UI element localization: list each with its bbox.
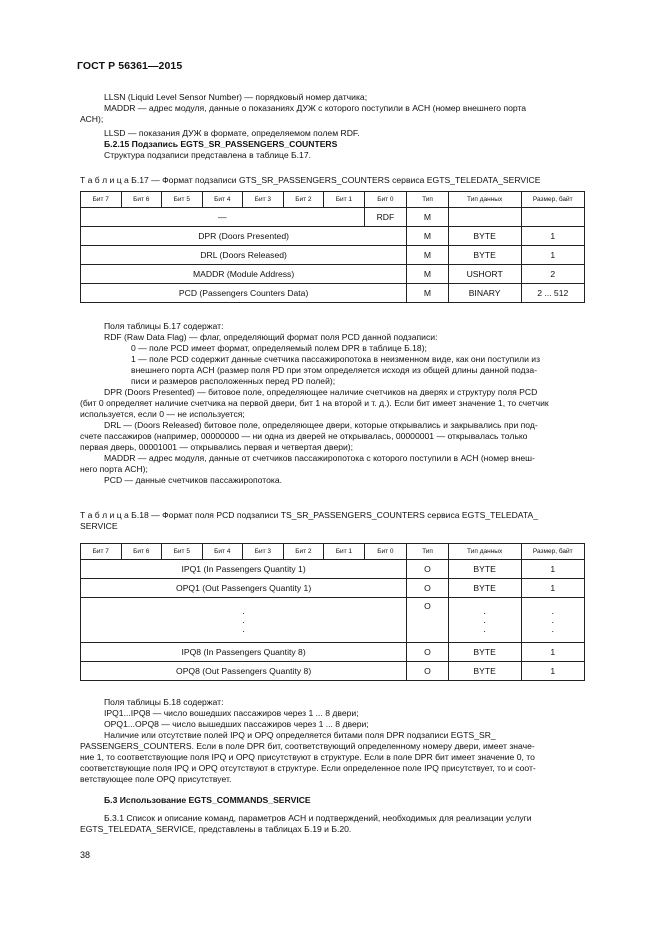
table17-header-cell: Бит 7	[81, 192, 122, 208]
table17-header-cell: Бит 4	[202, 192, 243, 208]
fields18-intro: Поля таблицы Б.18 содержат:	[104, 697, 224, 707]
datatype-cell: USHORT	[448, 265, 521, 284]
table-row	[81, 598, 585, 643]
type-cell: O	[407, 662, 449, 681]
size-cell: 1	[521, 560, 585, 579]
table17-header-cell: Бит 0	[364, 192, 407, 208]
datatype-cell: BYTE	[448, 246, 521, 265]
table18-header-cell: Размер, байт	[521, 544, 585, 560]
ellipsis-dot: .	[551, 623, 554, 634]
table17-header-cell: Бит 2	[283, 192, 324, 208]
table-row	[81, 227, 585, 246]
datatype-cell: BYTE	[448, 579, 521, 598]
maddr-text-1: MADDR — адрес модуля, данные о показаниях ДУЖ с которого поступили в АСН (номер внешнего порта	[104, 103, 527, 113]
presence-text-2: PASSENGERS_COUNTERS. Если в поле DPR бит, соответствующий определенному номеру двери, имеет значе-	[80, 741, 535, 751]
size-cell: 1	[521, 643, 585, 662]
ipq-desc: IPQ1...IPQ8 — число вошедших пассажиров через 1 ... 8 двери;	[104, 708, 359, 718]
section-heading-b215: Б.2.15 Подзапись EGTS_SR_PASSENGERS_COUNTERS	[104, 139, 338, 149]
type-cell: M	[407, 208, 449, 227]
size-cell: 2 ... 512	[521, 284, 585, 303]
size-cell: 1	[521, 662, 585, 681]
maddr-desc-2: него порта АСН);	[80, 464, 148, 474]
field-name-cell: OPQ1 (Out Passengers Quantity 1)	[81, 579, 407, 598]
pcd-desc: PCD — данные счетчиков пассажиропотока.	[104, 475, 283, 485]
rdf-value-1-line3: писи и размеров расположенных перед PD полей);	[131, 376, 336, 386]
ellipsis-dot: .	[242, 623, 245, 634]
size-cell: 1	[521, 227, 585, 246]
table17	[80, 191, 585, 303]
datatype-cell	[448, 208, 521, 227]
table17-caption: Т а б л и ц а Б.17 — Формат подзаписи GTS_SR_PASSENGERS_COUNTERS сервиса EGTS_TELEDATA_SERVICE	[80, 175, 541, 185]
table-row	[81, 284, 585, 303]
datatype-cell: BYTE	[448, 227, 521, 246]
table18-header-cell: Бит 3	[243, 544, 284, 560]
rdf-desc: RDF (Raw Data Flag) — флаг, определяющий формат поля PCD данной подзаписи:	[104, 332, 438, 342]
ellipsis-dot: .	[483, 614, 486, 625]
table18-header-cell: Бит 7	[81, 544, 122, 560]
type-cell: O	[407, 643, 449, 662]
size-cell	[521, 208, 585, 227]
table-row	[81, 643, 585, 662]
llsn-text: LLSN (Liquid Level Sensor Number) — порядковый номер датчика;	[104, 92, 368, 102]
table18-header-cell: Бит 1	[324, 544, 365, 560]
table17-header-cell: Тип	[407, 192, 449, 208]
table18-header-cell: Бит 4	[202, 544, 243, 560]
reserved-dash: —	[81, 208, 365, 227]
field-name-cell: IPQ8 (In Passengers Quantity 8)	[81, 643, 407, 662]
ellipsis-dot: .	[483, 605, 486, 616]
rdf-value-0: 0 — поле PCD имеет формат, определяемый полем DPR в таблице Б.18);	[131, 343, 427, 353]
datatype-cell: BYTE	[448, 662, 521, 681]
table18-header-cell: Бит 6	[121, 544, 162, 560]
field-name-cell: DPR (Doors Presented)	[81, 227, 407, 246]
document-header: ГОСТ Р 56361—2015	[77, 60, 183, 72]
table17-header-cell: Бит 6	[121, 192, 162, 208]
maddr-text-2: АСН);	[80, 114, 104, 124]
datatype-cell: BYTE	[448, 643, 521, 662]
table18-caption-1: Т а б л и ц а Б.18 — Формат поля PCD подзаписи TS_SR_PASSENGERS_COUNTERS сервиса EGTS_TELEDATA_	[80, 510, 539, 520]
table17-header-cell: Бит 3	[243, 192, 284, 208]
type-cell: O	[407, 579, 449, 598]
table-row	[81, 662, 585, 681]
table17-header-cell: Тип данных	[448, 192, 521, 208]
fields17-intro: Поля таблицы Б.17 содержат:	[104, 321, 224, 331]
size-cell: 1	[521, 246, 585, 265]
table-row	[81, 246, 585, 265]
type-cell: O	[407, 560, 449, 579]
table17-header-row	[81, 192, 585, 208]
table18-header-cell: Бит 0	[364, 544, 407, 560]
table17-header-cell: Бит 5	[162, 192, 203, 208]
field-name-cell: MADDR (Module Address)	[81, 265, 407, 284]
field-name-cell: DRL (Doors Released)	[81, 246, 407, 265]
field-name-cell: PCD (Passengers Counters Data)	[81, 284, 407, 303]
presence-text-5: ветствующее поле OPQ присутствует.	[80, 774, 232, 784]
table18-caption-2: SERVICE	[80, 521, 118, 531]
section-heading-b3: Б.3 Использование EGTS_COMMANDS_SERVICE	[104, 795, 311, 805]
rdf-cell: RDF	[364, 208, 407, 227]
table-row	[81, 560, 585, 579]
opq-desc: OPQ1...OPQ8 — число вышедших пассажиров через 1 ... 8 двери;	[104, 719, 369, 729]
field-name-cell: IPQ1 (In Passengers Quantity 1)	[81, 560, 407, 579]
dpr-desc-2: (бит 0 определяет наличие счетчика на первой двери, бит 1 на второй и т. д.). Если бит имеет значение 1, то счетчик	[80, 398, 549, 408]
page-number: 38	[80, 850, 91, 860]
ellipsis-dot: .	[551, 605, 554, 616]
rdf-value-1-line2: внешнего порта АСН (размер поля PD при этом определяется исходя из общей длины данной подза-	[131, 365, 538, 375]
ellipsis-dot: .	[242, 605, 245, 616]
table-row	[81, 208, 585, 227]
table-row	[81, 579, 585, 598]
type-cell: M	[407, 265, 449, 284]
table17-header-cell: Размер, байт	[521, 192, 585, 208]
presence-text-4: соответствующие поля IPQ и OPQ отсутствуют в структуре. Если определенное поле IPQ присутствует, то и соот-	[80, 763, 536, 773]
presence-text-3: ние 1, то соответствующие поля IPQ и OPQ присутствуют в структуре. Если в поле DPR бит имеет значение 0, то	[80, 752, 535, 762]
drl-desc-1: DRL — (Doors Released) битовое поле, определяющее двери, которые открывались и закрывались при под-	[104, 420, 538, 430]
llsd-text: LLSD — показания ДУЖ в формате, определяемом полем RDF.	[104, 128, 360, 138]
table18-header-cell: Тип данных	[448, 544, 521, 560]
table18-header-row	[81, 544, 585, 560]
section3-para-1: Б.3.1 Список и описание команд, параметров АСН и подтверждений, необходимых для реализации услуги	[104, 813, 532, 823]
size-cell: 1	[521, 579, 585, 598]
table17-header-cell: Бит 1	[324, 192, 365, 208]
ellipsis-cell	[521, 598, 585, 643]
table18-header-cell: Бит 5	[162, 544, 203, 560]
section3-para-2: EGTS_TELEDATA_SERVICE, представлены в таблицах Б.19 и Б.20.	[80, 824, 352, 834]
ellipsis-dot: .	[551, 614, 554, 625]
datatype-cell: BYTE	[448, 560, 521, 579]
dpr-desc-1: DPR (Doors Presented) — битовое поле, определяющее наличие счетчиков на дверях и структуру поля PCD	[104, 387, 538, 397]
table-row	[81, 265, 585, 284]
field-name-cell: OPQ8 (Out Passengers Quantity 8)	[81, 662, 407, 681]
table18	[80, 543, 585, 681]
ellipsis-dot: .	[483, 623, 486, 634]
structure-text: Структура подзаписи представлена в таблице Б.17.	[104, 150, 311, 160]
table18-header-cell: Тип	[407, 544, 449, 560]
ellipsis-cell	[81, 598, 407, 643]
presence-text-1: Наличие или отсутствие полей IPQ и OPQ определяется битами поля DPR подзаписи EGTS_SR_	[104, 730, 496, 740]
rdf-value-1-line1: 1 — поле PCD содержит данные счетчика пассажиропотока в неизменном виде, как они поступили из	[131, 354, 541, 364]
drl-desc-2: счете пассажиров (например, 00000000 — ни одна из дверей не открывалась, 00000001 — открывалась только	[80, 431, 528, 441]
table18-header-cell: Бит 2	[283, 544, 324, 560]
size-cell: 2	[521, 265, 585, 284]
maddr-desc-1: MADDR — адрес модуля, данные от счетчиков пассажиропотока с которого поступили в АСН (номер внеш-	[104, 453, 535, 463]
type-cell: O	[407, 598, 449, 643]
ellipsis-cell	[448, 598, 521, 643]
type-cell: M	[407, 284, 449, 303]
dpr-desc-3: используется, если 0 — не используется;	[80, 409, 245, 419]
type-cell: M	[407, 227, 449, 246]
ellipsis-dot: .	[242, 614, 245, 625]
type-cell: M	[407, 246, 449, 265]
datatype-cell: BINARY	[448, 284, 521, 303]
drl-desc-3: первая дверь, 00001001 — открывались первая и четвертая двери);	[80, 442, 354, 452]
